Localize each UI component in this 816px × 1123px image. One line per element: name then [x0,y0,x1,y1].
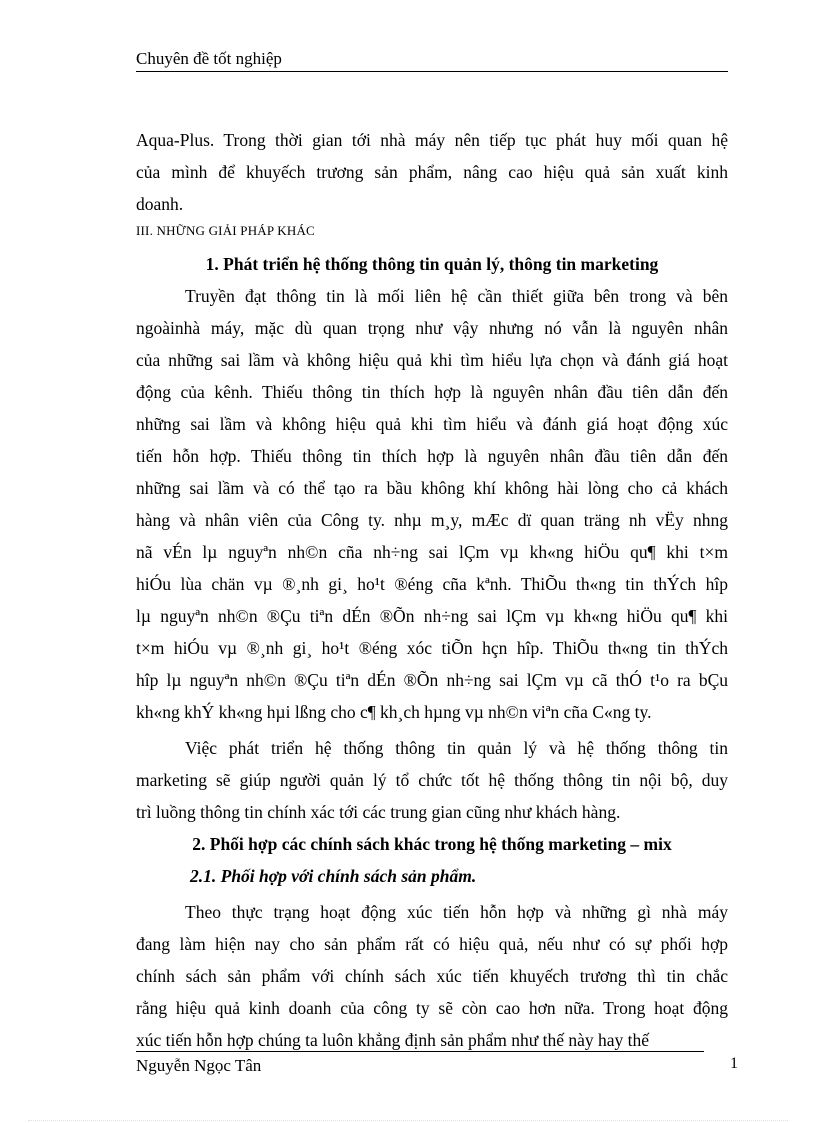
body-line: Truyền đạt thông tin là mối liên hệ cần thiết giữa bên trong và bên [185,286,728,306]
body-line: xúc tiến hỗn hợp chúng ta luôn khẳng định sản phẩm như thế này hay thế [136,1030,650,1050]
body-line: nã vÉn lµ nguyªn nh©n cña nh÷ng sai lÇm vµ kh«ng hiÖu qu¶ khi t×m [136,542,728,562]
body-line: trì luồng thông tin chính xác tới các trung gian cũng như khách hàng. [136,802,621,822]
body-line: chính sách sản phẩm với chính sách xúc tiến khuyếch trương thì tin chắc [136,966,728,986]
body-line: doanh. [136,194,184,214]
body-line: Aqua-Plus. Trong thời gian tới nhà máy nên tiếp tục phát huy mối quan hệ [136,130,728,150]
page-number: 1 [730,1055,738,1072]
body-line: lµ nguyªn nh©n ®Çu tiªn dÉn ®Õn nh÷ng sai lÇm vµ kh«ng hiÖu qu¶ khi [136,606,728,626]
footer-divider [136,1051,704,1052]
body-line: động của kênh. Thiếu thông tin thích hợp là nguyên nhân đầu tiên dẫn đến [136,382,728,402]
body-line: Việc phát triển hệ thống thông tin quản lý và hệ thống thông tin [185,738,728,758]
body-line: những sai lầm và có thể tạo ra bầu không khí không hài lòng cho cả khách [136,478,728,498]
body-line: những sai lầm và không hiệu quả khi tìm hiểu và đánh giá hoạt động xúc [136,414,728,434]
body-line: hiÓu lùa chän vµ ®¸nh gi¸ ho¹t ®éng cña kªnh. ThiÕu th«ng tin thÝch hîp [136,574,728,594]
body-line: của những sai lầm và không hiệu quả khi tìm hiểu lựa chọn và đánh giá hoạt [136,350,728,370]
body-line: ngoàinhà máy, mặc dù quan trọng như vậy nhưng nó vẫn là nguyên nhân [136,318,728,338]
body-line: rằng hiệu quả kinh doanh của công ty sẽ còn cao hơn nữa. Trong hoạt động [136,998,728,1018]
body-line: hîp lµ nguyªn nh©n ®Çu tiªn dÉn ®Õn nh÷ng sai lÇm vµ cã thÓ t¹o ra bÇu [136,670,728,690]
body-line: t×m hiÓu vµ ®¸nh gi¸ ho¹t ®éng xóc tiÕn hçn hîp. ThiÕu th«ng tin thÝch [136,638,728,658]
body-line: đang làm hiện nay cho sản phẩm rất có hiệu quả, nếu như có sự phối hợp [136,934,728,954]
body-line: Theo thực trạng hoạt động xúc tiến hỗn hợp và những gì nhà máy [185,902,728,922]
body-line: của mình để khuyếch trương sản phẩm, nâng cao hiệu quả sản xuất kinh [136,162,728,182]
body-line: hàng và nhân viên của Công ty. nhµ m¸y, mÆc dï quan träng nh vËy nhng [136,510,728,530]
section-heading: III. NHỮNG GIẢI PHÁP KHÁC [136,223,315,238]
body-line: tiến hỗn hợp. Thiếu thông tin thích hợp là nguyên nhân đầu tiên dẫn đến [136,446,728,466]
footer-author: Nguyễn Ngọc Tân [136,1056,262,1075]
subsection-heading: 2. Phối hợp các chính sách khác trong hệ thống marketing – mix [192,834,672,854]
body-line: kh«ng khÝ kh«ng hµi lßng cho c¶ kh¸ch hµng vµ nh©n viªn cña C«ng ty. [136,702,652,722]
subsubsection-heading: 2.1. Phối hợp với chính sách sản phẩm. [190,866,477,886]
header-title: Chuyên đề tốt nghiệp [136,49,282,68]
body-line: marketing sẽ giúp người quản lý tổ chức tốt hệ thống thông tin nội bộ, duy [136,770,728,790]
header-divider [136,71,728,72]
subsection-heading: 1. Phát triển hệ thống thông tin quản lý, thông tin marketing [205,254,659,274]
page-bottom-border [28,1120,788,1121]
